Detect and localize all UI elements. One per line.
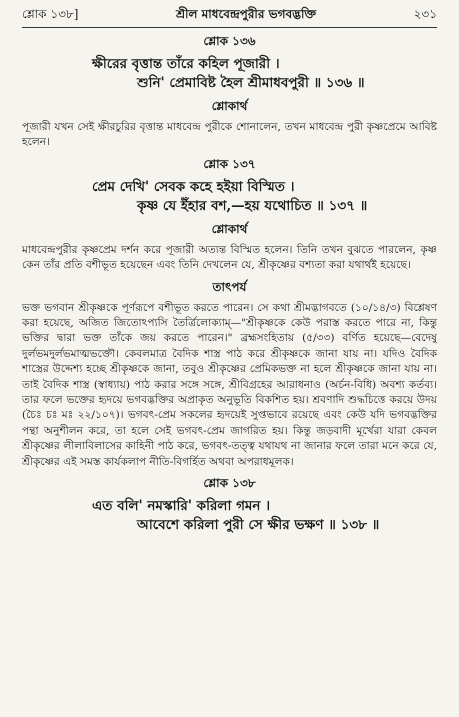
translation-text: মাধবেন্দ্রপুরীর কৃষ্ণপ্রেম দর্শন করে পূজারী অত্যন্ত বিস্মিত হলেন। তিনি তখন বুঝতে পারলেন, কৃষ্ণ কেন তাঁর প্রতি বশীভূত হয়েছেন এবং তিনি দেখলেন যে, শ্রীকৃষ্ণের বশ্যতা করা যথার্থই হয়েছে। (22, 243, 437, 272)
translation-heading: শ্লোকার্থ (211, 99, 248, 113)
purport-text: ভক্ত ভগবান শ্রীকৃষ্ণকে পূর্ণরূপে বশীভূত করতে পারেন। সে কথা শ্রীমদ্ভাগবতে (১০/১৪/৩) বিশ্লেষণ করা হয়েছে, অজিত জিতোঽপ্যসি তৈর্ত্রিলোক্যাম্—"শ্রীকৃষ্ণকে কেউ পরাস্ত করতে পারে না, কিন্তু ভক্তির দ্বারা ভক্ত তাঁকে জয় করতে পারেন।" ব্রহ্মসংহিতায় (৫/৩৩) বর্ণিত হয়েছে—বেদেষু দুর্লভমদুর্লভমাত্মভক্তৌ। কেবলমাত্র বৈদিক শাস্ত্র পাঠ করে শ্রীকৃষ্ণকে জানা যায় না। যদিও বৈদিক শাস্ত্রের উদ্দেশ্য হচ্ছে শ্রীকৃষ্ণকে জানা, তবুও শ্রীকৃষ্ণের প্রেমিকভক্ত না হলে শ্রীকৃষ্ণকে জানা যায় না। তাই বৈদিক শাস্ত্র (স্বাধ্যায়) পাঠ করার সঙ্গে সঙ্গে, শ্রীবিগ্রহের আরাধনাও (অর্চন-বিধি) অবশ্য কর্তব্য। তার ফলে ভক্তের হৃদয়ে ভগবদ্ভক্তির অপ্রাকৃত অনুভূতি বিকশিত হয়। শ্রবণাদি শুদ্ধচিত্তে করয়ে উদয় (চৈঃ চঃ মঃ ২২/১০৭)। ভগবৎ-প্রেম সকলের হৃদয়েই সুপ্তভাবে রয়েছে এবং কেউ যদি ভগবদ্ভক্তির পন্থা অনুশীলন করে, তা হলে সেই ভগবৎ-প্রেম জাগরিত হয়। কিন্তু জড়বাদী মূর্খেরা যারা কেবল শ্রীকৃষ্ণের লীলাবিলাসের কাহিনী পাঠ করে, ভগবৎ-তত্ত্ব যথাযথ না জানার ফলে তারা মনে করে যে, শ্রীকৃষ্ণের এই সমস্ত কার্যকলাপ নীতি-বিগর্হিত অথবা অপরাধমূলক। (22, 301, 437, 468)
translation-heading: শ্লোকার্থ (211, 221, 248, 236)
purport-heading: তাৎপর্য (212, 279, 247, 294)
verse-heading: শ্লোক ১৩৮ (203, 476, 256, 491)
running-header (22, 6, 437, 24)
translation-text: পূজারী যখন সেই ক্ষীরচুরির বৃত্তান্ত মাধবেন্দ্র পুরীকে শোনালেন, তখন মাধবেন্দ্র পুরী কৃষ্ণপ্রেমে আবিষ্ট হলেন। (22, 121, 437, 149)
verse-text (22, 178, 437, 216)
verse-line: কৃষ্ণ যে ইঁহার বশ,—হয় যথোচিত ॥ ১৩৭ ॥ (137, 197, 368, 214)
verse-line: ক্ষীরের বৃত্তান্ত তাঁরে কহিল পূজারী । (92, 56, 280, 72)
verse-heading: শ্লোক ১৩৬ (203, 34, 256, 48)
header-title: শ্রীল মাধবেন্দ্রপুরীর ভগবদ্ভক্তি (176, 7, 317, 21)
verse-line: আবেশে করিলা পুরী সে ক্ষীর ভক্ষণ ॥ ১৩৮ ॥ (137, 517, 380, 534)
page-number: ২৩১ (413, 7, 437, 21)
verse-line: প্রেম দেখি' সেবক কহে হইয়া বিস্মিত । (92, 178, 295, 195)
header-rule (22, 27, 437, 28)
header-verse-ref: শ্লোক ১৩৮] (22, 7, 79, 21)
verse-heading: শ্লোক ১৩৭ (203, 156, 256, 171)
verse-line: এত বলি' নমস্কারি' করিলা গমন । (92, 498, 271, 515)
verse-line: শুনি' প্রেমাবিষ্ট হৈল শ্রীমাধবপুরী ॥ ১৩৬ ॥ (137, 75, 365, 91)
verse-text (22, 55, 437, 93)
verse-text (22, 497, 437, 535)
